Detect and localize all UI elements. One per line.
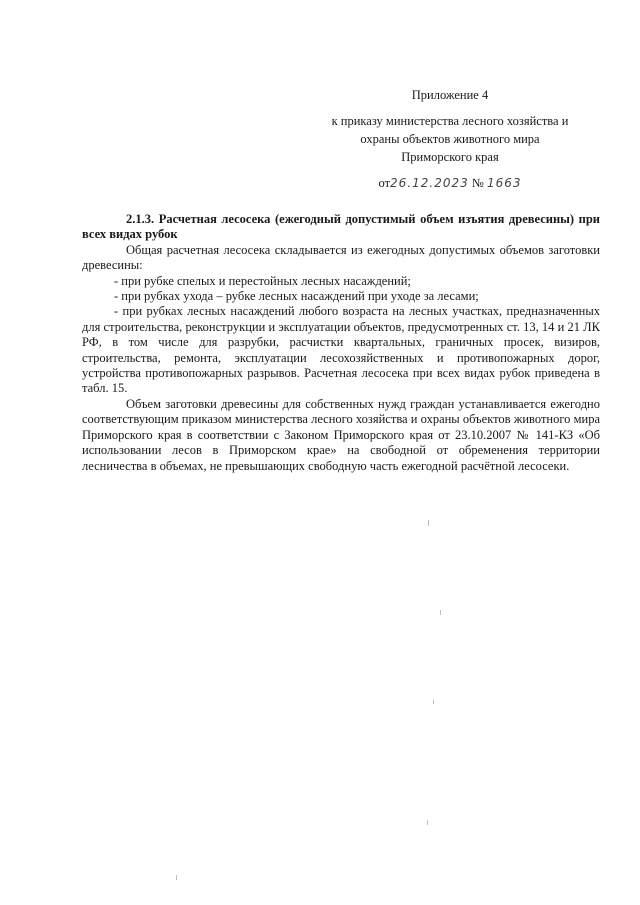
handwritten-date: 26.12.2023 <box>390 176 469 190</box>
citizens-needs-paragraph: Объем заготовки древесины для собственных нужд граждан устанавливается ежегодно соответствующим приказом министерства лесного хозяйства и охраны объектов животного мира Приморского края в соответствии с Законом Приморского края от 23.10.2007 № 141-КЗ «Об использовании лесов в Приморском крае» на свободной от обременения территории лесничества в объемах, не превышающих свободную часть ежегодной расчётной лесосеки. <box>82 396 600 473</box>
date-prefix: от <box>378 176 391 190</box>
list-item: - при рубке спелых и перестойных лесных насаждений; <box>114 273 411 288</box>
list-item: - при рубках ухода – рубке лесных насаждений при уходе за лесами; <box>114 289 479 304</box>
order-date-number <box>300 174 600 194</box>
intro-paragraph: Общая расчетная лесосека складывается из ежегодных допустимых объемов заготовки древесины: <box>82 242 600 273</box>
section-body <box>82 212 600 474</box>
handwritten-number: 1663 <box>486 176 522 190</box>
number-prefix: № <box>471 176 484 190</box>
appendix-title: Приложение 4 <box>411 88 489 102</box>
section-heading: 2.1.3. Расчетная лесосека (ежегодный допустимый объем изъятия древесины) при всех видах рубок <box>82 212 600 242</box>
appendix-header <box>300 86 600 194</box>
scan-artifact <box>440 610 441 615</box>
list-item: - при рубках лесных насаждений любого возраста на лесных участках, предназначенных для строительства, реконструкции и эксплуатации объектов, предусмотренных ст. 13, 14 и 21 ЛК РФ, в том числе для разрубки, расчистки квартальных, граничных просек, визиров, строительства, ремонта, эксплуатации лесохозяйственных и противопожарных дорог, устройства противопожарных разрывов. Расчетная лесосека при всех видах рубок приведена в табл. 15. <box>82 304 600 396</box>
scan-artifact <box>433 700 434 704</box>
appendix-order-line-1: к приказу министерства лесного хозяйства и <box>331 114 569 128</box>
scan-artifact <box>427 820 428 825</box>
appendix-order-line-2: охраны объектов животного мира <box>360 132 540 146</box>
scan-artifact <box>428 520 429 526</box>
appendix-order-line-3: Приморского края <box>401 150 499 164</box>
scan-artifact <box>176 875 177 880</box>
harvest-types-list <box>82 274 600 397</box>
